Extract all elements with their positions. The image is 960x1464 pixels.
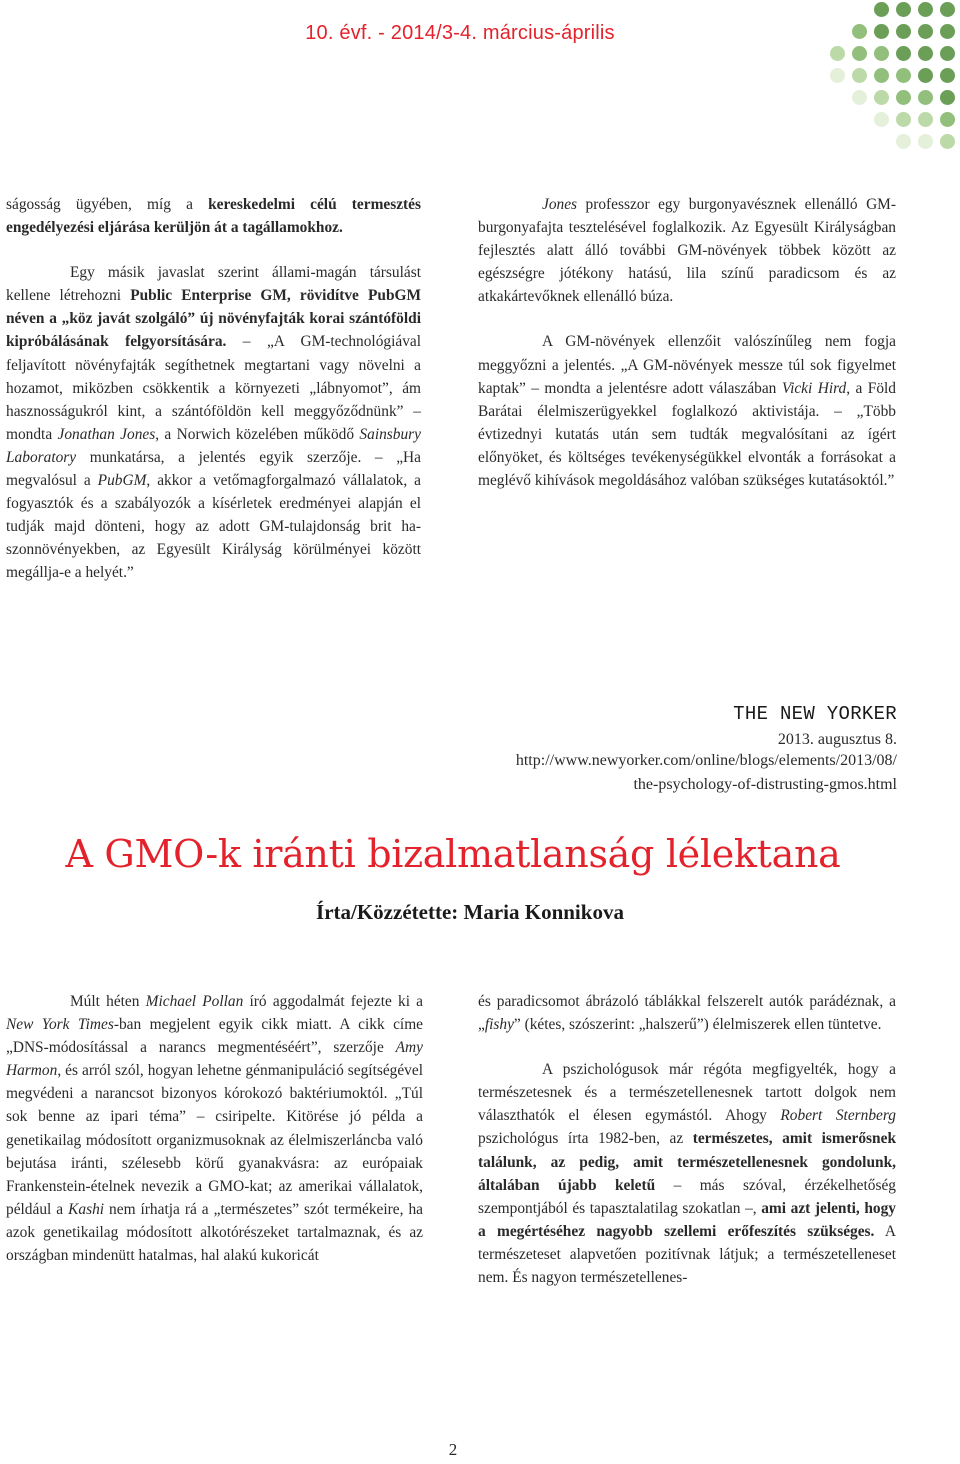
paragraph <box>478 1058 896 1289</box>
decorative-dot <box>918 46 933 61</box>
italic-name: fishy <box>484 1016 514 1034</box>
decorative-dot <box>940 112 955 127</box>
decorative-dot <box>896 134 911 149</box>
text-run: ságosság ügyében, míg a <box>6 196 209 213</box>
decorative-dot <box>896 24 911 39</box>
text-run: , a Norwich közelében működő <box>155 425 360 443</box>
decorative-dot <box>852 24 867 39</box>
text-run: Múlt héten <box>70 993 146 1010</box>
bold-text: természetes, amit ismerősnek találunk, az pedig, amit természetellenesnek gondolunk, általában újabb keletű <box>478 1130 896 1194</box>
decorative-dot <box>852 46 867 61</box>
decorative-dot <box>918 134 933 149</box>
issue-header: 10. évf. - 2014/3-4. március-április <box>305 22 615 44</box>
decorative-dot <box>918 68 933 83</box>
decorative-dot <box>852 90 867 105</box>
decorative-dot <box>874 46 889 61</box>
italic-name: Kashi <box>68 1200 105 1218</box>
decorative-dot <box>940 46 955 61</box>
decorative-dot <box>940 90 955 105</box>
decorative-dot <box>940 24 955 39</box>
article-title: A GMO-k iránti bizalmatlanság lélektana <box>65 832 841 876</box>
decorative-dot <box>896 46 911 61</box>
lower-left-column <box>6 990 423 1267</box>
italic-name: Vicki Hird <box>781 379 847 397</box>
source-url-line-2[interactable]: the-psychology-of-distrusting-gmos.html <box>633 776 897 793</box>
decorative-dot <box>874 68 889 83</box>
text-run: A pszichológusok már régóta megfigyelték, hogy a természetesnek és a természetellenesnek tartott dolgok nem választhatók el élesen egymástól. Ahogy <box>478 1061 896 1125</box>
bold-text: ami azt jelenti, hogy a megértéséhez nagyobb szellemi erőfeszítés szükséges. <box>478 1199 896 1240</box>
decorative-dot <box>874 90 889 105</box>
upper-right-column <box>478 193 896 492</box>
decorative-dot <box>940 2 955 17</box>
text-run: Egy másik javaslat szerint állami-magán társulást kellene létrehozni <box>6 264 421 305</box>
decorative-dot <box>918 112 933 127</box>
decorative-dot <box>896 112 911 127</box>
publication-name: THE NEW YORKER <box>733 703 897 725</box>
decorative-dot <box>918 24 933 39</box>
decorative-dot <box>896 2 911 17</box>
text-run: és paradicsomot ábrázoló táblákkal felszerelt autók parádéznak, a „ <box>478 993 896 1034</box>
italic-name: Jones <box>542 196 578 213</box>
italic-name: Amy Harmon <box>6 1039 423 1080</box>
decorative-dot-pattern <box>828 0 960 150</box>
text-run: , a Föld Barátai élelmiszerügyekkel foglalkozó aktivistája. – „Több évtizednyi kutatás után sem tudták megvalósítani az ígért előnyöket, és költséges tevékenységükkel elvonták a forrásokat a meglévő kihívások megoldásához valóban szükséges kutatásoktól.” <box>478 379 897 490</box>
decorative-dot <box>918 2 933 17</box>
paragraph <box>6 990 423 1267</box>
byline: Írta/Közzétette: Maria Konnikova <box>316 900 624 924</box>
publication-date: 2013. augusztus 8. <box>777 731 897 748</box>
decorative-dot <box>940 68 955 83</box>
text-run: professzor egy burgonyavésznek ellenálló GM-burgonyafajta tesztelésével foglalkozik. Az Egyesült Királyságban fejlesztés alatt álló további GM-növények többek között az egészségre jótékony hatású, lila színű paradicsom és az atkakártevőknek ellenálló búza. <box>478 196 896 306</box>
decorative-dot <box>830 46 845 61</box>
text-run: író aggodalmát fejezte ki a <box>243 993 424 1010</box>
decorative-dot <box>874 2 889 17</box>
italic-name: Jonathan Jones <box>57 425 156 443</box>
paragraph <box>478 990 896 1036</box>
decorative-dot <box>852 68 867 83</box>
decorative-dot <box>874 112 889 127</box>
decorative-dot <box>874 24 889 39</box>
page-number: 2 <box>448 1440 458 1459</box>
italic-name: PubGM <box>97 472 147 490</box>
italic-name: Michael Pollan <box>145 993 244 1010</box>
italic-name: Robert Sternberg <box>780 1107 896 1125</box>
decorative-dot <box>830 68 845 83</box>
paragraph <box>6 193 421 239</box>
source-url-line-1[interactable]: http://www.newyorker.com/online/blogs/elements/2013/08/ <box>515 752 897 769</box>
text-run: ” (kétes, szószerint: „halszerű”) élelmiszerek ellen tüntetve. <box>513 1016 882 1034</box>
text-run: munkatársa, a jelentés egyik szerzője. – „Ha megvalósul a <box>6 448 421 490</box>
paragraph <box>478 193 896 308</box>
decorative-dot <box>896 68 911 83</box>
text-run: A természeteset alapvetően pozitívnak látjuk; a természetelleneset nem. És nagyon természetellenes- <box>478 1222 896 1287</box>
lower-right-column <box>478 990 896 1289</box>
text-run: – „A GM-technológiával feljavított növényfajták segíthetnek megtartani vagy növelni a hozamot, miközben csökkentik a környezeti „lábnyomot”, ám hasznosságukról kint, a szántóföldön kell meggyőződnünk” – mondta <box>6 333 421 443</box>
text-run: – más szóval, érzékelhetőség szempontjából és tapasztalatilag szokatlan –, <box>478 1176 896 1217</box>
italic-name: Sainsbury Laboratory <box>6 425 421 466</box>
bold-text: kereskedelmi célú termesztés engedélyezési eljárása kerüljön át a tagállamokhoz. <box>6 196 421 237</box>
decorative-dot <box>896 90 911 105</box>
decorative-dot <box>918 90 933 105</box>
upper-left-column <box>6 193 421 585</box>
paragraph <box>478 330 896 492</box>
paragraph <box>6 261 421 584</box>
text-run: , és arról szól, hogyan lehetne génmanipuláció segítségével megvédeni a narancsot bizonyos kórokozó baktériumoktól. „Túl sok benne az ipari téma” – csiripelte. Kitörése jó példa a genetikailag módosított organizmusoknak az élelmiszerláncba való bejutása iránti, szélesebb körű gyanakvásra: az európaiak Frankenstein-ételnek nevezik a GMO-kat; az amerikai vállalatok, például a <box>6 1062 423 1218</box>
text-run: -ban megjelent egyik cikk miatt. A cikk címe „DNS-módosítással a narancs megmentéséért”, szerzője <box>6 1016 423 1057</box>
decorative-dot <box>940 134 955 149</box>
italic-name: New York Times <box>6 1016 114 1034</box>
source-citation <box>516 703 897 797</box>
bold-text: Public Enterprise GM, rövidítve PubGM néven a „köz javát szolgáló” új növényfajták korai szántóföldi kipróbálásának felgyorsítására. <box>6 287 421 351</box>
text-run: pszichológus írta 1982-ben, az <box>478 1130 693 1148</box>
text-run: A GM-növények ellenzőit valószínűleg nem fogja meggyőzni a jelentés. „A GM-növények messze túl sok figyelmet kaptak” – mondta a jelentésre adott válaszában <box>478 333 896 397</box>
text-run: nem írhatja rá a „természetes” szót termékeire, ha azok genetikailag módosított alkotórészeket tartalmaznak, és az országban mindenütt hatalmas, hal alakú kukoricát <box>6 1200 423 1265</box>
text-run: , akkor a vetőmagforgalmazó vállalatok, a fogyasztók és a szabályozók a kísérletek eredményei alapján el tudják majd dönteni, hogy az adott GM-tulajdonság brit haszonnövényekben, az Egyesült Királyság körülményei között megállja-e a helyét.” <box>6 472 421 582</box>
